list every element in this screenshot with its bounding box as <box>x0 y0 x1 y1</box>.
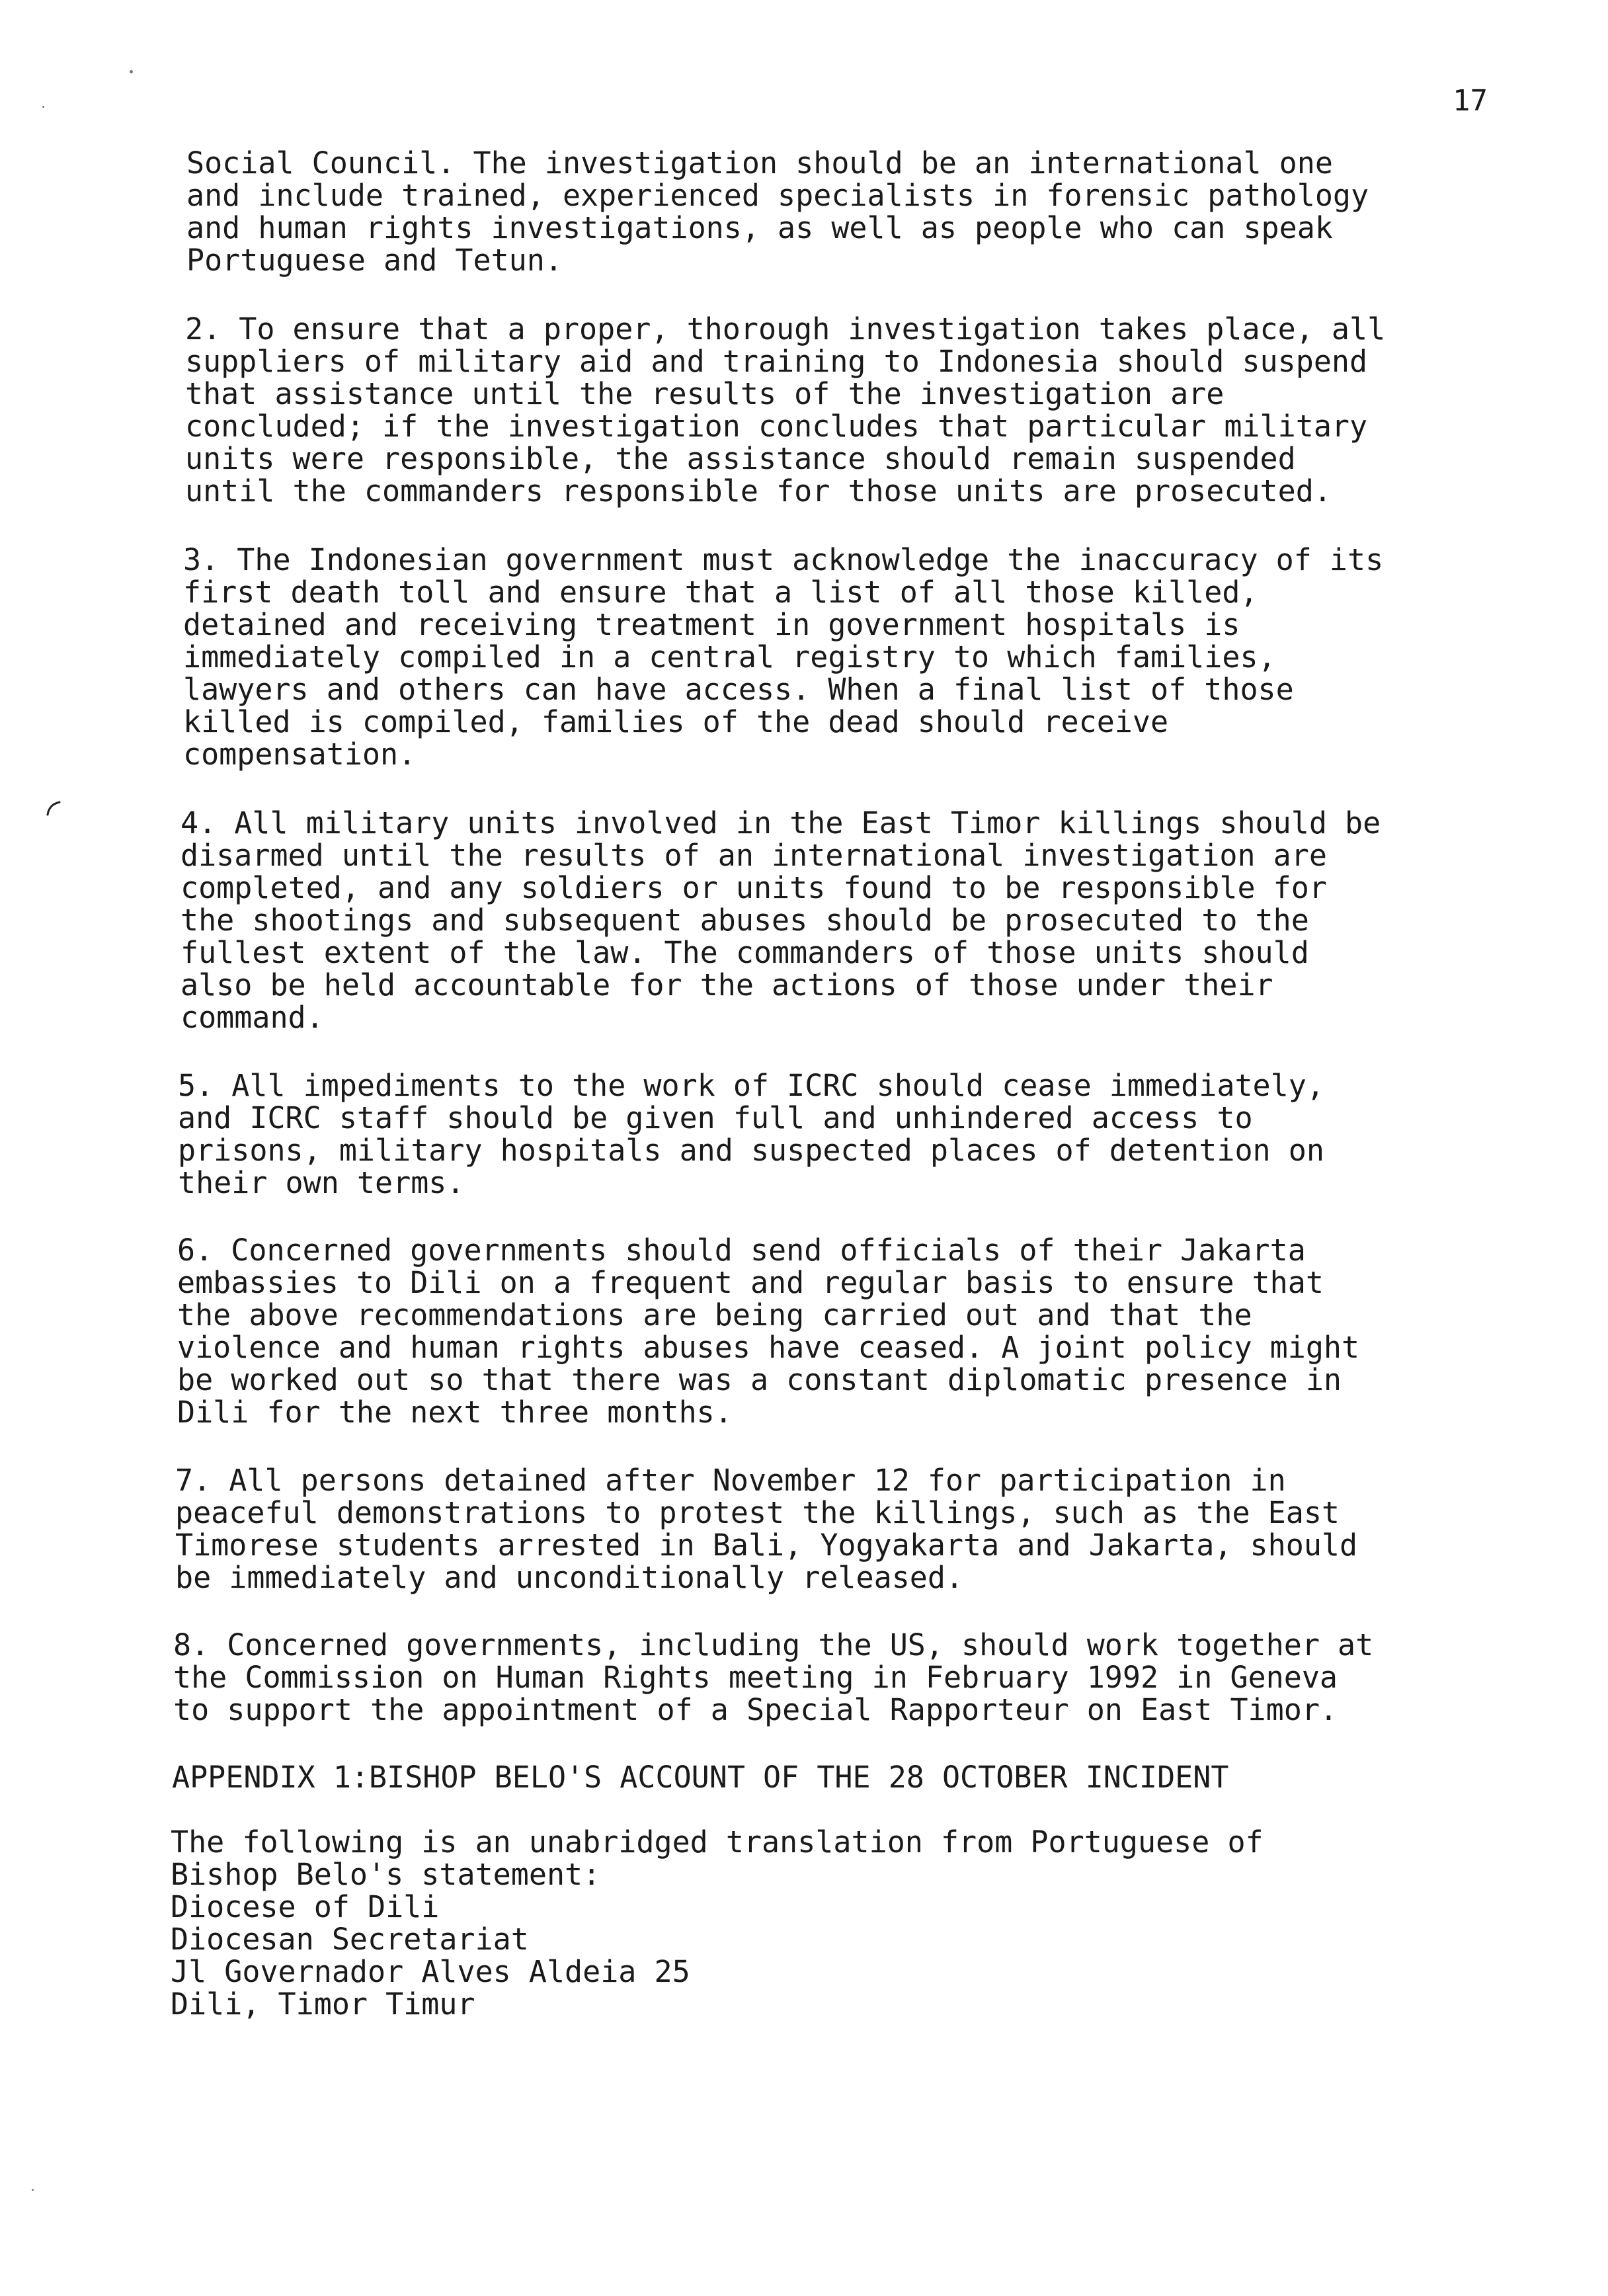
margin-pen-mark-icon <box>45 800 62 817</box>
scan-speck-icon <box>42 106 44 108</box>
paragraph-recommendation-3: 3. The Indonesian government must acknowledge the inaccuracy of its first death toll and ensure that a list of all those killed, detained and receiving treatment in government hospitals is immediately compiled in a central registry to which families, lawyers and others can have access. When a final list of those killed is compiled, families of the dead should receive compensation. <box>183 542 1384 772</box>
page-number: 17 <box>1453 84 1488 118</box>
paragraph-intro-continuation: Social Council. The investigation should be an international one and include trained, experienced specialists in forensic pathology and human rights investigations, as well as people who can speak Portuguese and Tetun. <box>186 145 1369 278</box>
paragraph-recommendation-8: 8. Concerned governments, including the US, should work together at the Commission on Human Rights meeting in February 1992 in Geneva to support the appointment of a Special Rapporteur on East Timor. <box>173 1627 1374 1727</box>
scan-speck-icon <box>32 2189 34 2191</box>
paragraph-recommendation-2: 2. To ensure that a proper, thorough investigation takes place, all suppliers of military aid and training to Indonesia should suspend that assistance until the results of the investigation are concluded; if the investigation concludes that particular military units were responsible, the assistance should remain suspended until the commanders responsible for those units are prosecuted. <box>185 311 1386 509</box>
scan-speck-icon <box>130 70 133 73</box>
paragraph-appendix-intro: The following is an unabridged translation from Portuguese of Bishop Belo's statement: Diocese of Dili Diocesan Secretariat Jl Governador Alves Aldeia 25 Dili, Timor Timur <box>171 1824 1264 2022</box>
paragraph-recommendation-6: 6. Concerned governments should send officials of their Jakarta embassies to Dili on a frequent and regular basis to ensure that the above recommendations are being carried out and that the violence and human rights abuses have ceased. A joint policy might be worked out so that there was a constant diplomatic presence in Dili for the next three months. <box>177 1233 1360 1430</box>
paragraph-recommendation-5: 5. All impediments to the work of ICRC should cease immediately, and ICRC staff should be given full and unhindered access to prisons, military hospitals and suspected places of detention on their own terms. <box>178 1068 1324 1200</box>
paragraph-recommendation-4: 4. All military units involved in the East Timor killings should be disarmed until the results of an international investigation are completed, and any soldiers or units found to be responsible for the shootings and subsequent abuses should be prosecuted to the fullest extent of the law. The commanders of those units should also be held accountable for the actions of those under their command. <box>181 805 1381 1035</box>
appendix-heading: APPENDIX 1:BISHOP BELO'S ACCOUNT OF THE 28 OCTOBER INCIDENT <box>172 1760 1229 1795</box>
paragraph-recommendation-7: 7. All persons detained after November 12 for participation in peaceful demonstrations to protest the killings, such as the East Timorese students arrested in Bali, Yogyakarta and Jakarta, should be immediately and unconditionally released. <box>175 1463 1358 1595</box>
